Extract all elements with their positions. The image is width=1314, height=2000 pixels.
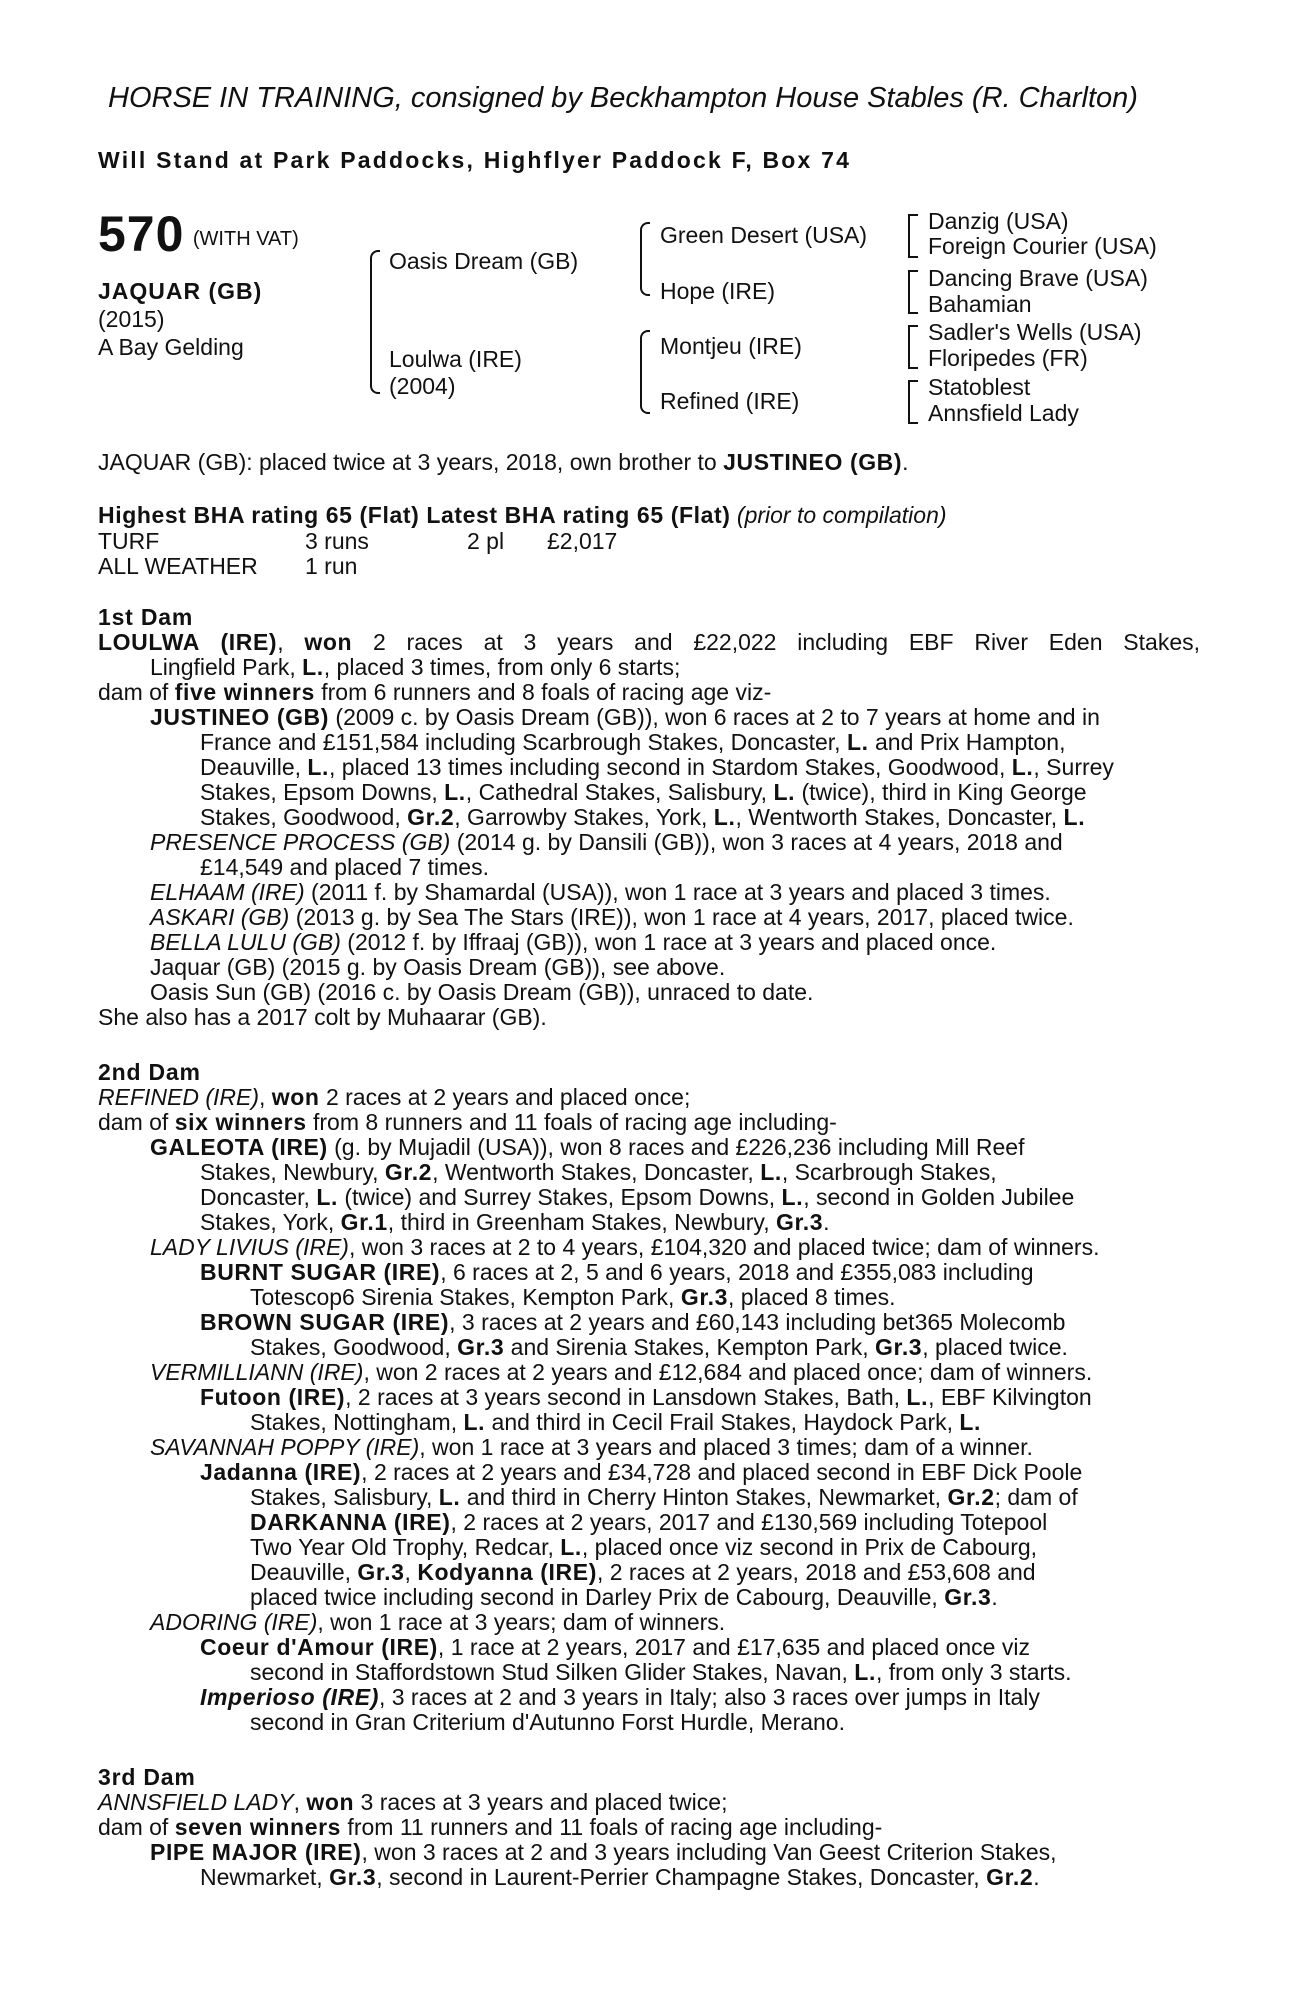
pedigree-sire-dam: Hope (IRE)	[660, 278, 776, 304]
turf-runs: 3 runs	[305, 528, 369, 554]
progeny-entry: Imperioso (IRE), 3 races at 2 and 3 years in Italy; also 3 races over jumps in Italy	[200, 1684, 1040, 1710]
pedigree-brace	[908, 270, 918, 314]
progeny-entry: Stakes, Goodwood, Gr.2, Garrowby Stakes, York, L., Wentworth Stakes, Doncaster, L.	[200, 804, 1086, 830]
pedigree-dam-year: (2004)	[389, 373, 456, 399]
progeny-entry: placed twice including second in Darley Prix de Cabourg, Deauville, Gr.3.	[250, 1584, 998, 1610]
pedigree-brace	[908, 325, 918, 369]
progeny-entry: PRESENCE PROCESS (GB) (2014 g. by Dansili (GB)), won 3 races at 4 years, 2018 and	[150, 829, 1063, 855]
page-title: HORSE IN TRAINING, consigned by Beckhampton House Stables (R. Charlton)	[108, 82, 1138, 114]
horse-description: A Bay Gelding	[98, 334, 244, 360]
pedigree-sire-sire: Green Desert (USA)	[660, 222, 868, 248]
progeny-entry: BROWN SUGAR (IRE), 3 races at 2 years and £60,143 including bet365 Molecomb	[200, 1309, 1066, 1335]
lot-number-block	[98, 205, 299, 263]
lot-number: 570	[98, 206, 185, 262]
progeny-entry: SAVANNAH POPPY (IRE), won 1 race at 3 years and placed 3 times; dam of a winner.	[150, 1434, 1033, 1460]
progeny-entry: second in Gran Criterium d'Autunno Forst Hurdle, Merano.	[250, 1709, 845, 1735]
stand-location: Will Stand at Park Paddocks, Highflyer Paddock F, Box 74	[98, 147, 852, 173]
dam-line: REFINED (IRE), won 2 races at 2 years and placed once;	[98, 1084, 691, 1110]
pedigree-gg-7: Statoblest	[928, 374, 1031, 400]
pedigree-gg-2: Foreign Courier (USA)	[928, 233, 1157, 259]
progeny-entry: France and £151,584 including Scarbrough Stakes, Doncaster, L. and Prix Hampton,	[200, 729, 1066, 755]
progeny-entry: Jadanna (IRE), 2 races at 2 years and £34,728 and placed second in EBF Dick Poole	[200, 1459, 1083, 1485]
bha-rating: Highest BHA rating 65 (Flat) Latest BHA rating 65 (Flat) (prior to compilation)	[98, 502, 947, 528]
progeny-entry: Oasis Sun (GB) (2016 c. by Oasis Dream (GB)), unraced to date.	[150, 979, 814, 1005]
progeny-entry: Jaquar (GB) (2015 g. by Oasis Dream (GB)), see above.	[150, 954, 726, 980]
aw-label: ALL WEATHER	[98, 553, 258, 579]
progeny-entry: Deauville, L., placed 13 times including second in Stardom Stakes, Goodwood, L., Surrey	[200, 754, 1114, 780]
dam-line: Lingfield Park, L., placed 3 times, from only 6 starts;	[150, 654, 681, 680]
progeny-entry: GALEOTA (IRE) (g. by Mujadil (USA)), won 8 races and £226,236 including Mill Reef	[150, 1134, 1025, 1160]
progeny-entry: Stakes, York, Gr.1, third in Greenham Stakes, Newbury, Gr.3.	[200, 1209, 830, 1235]
pedigree-gg-6: Floripedes (FR)	[928, 345, 1088, 371]
dam-line: LOULWA (IRE), won 2 races at 3 years and £22,022 including EBF River Eden Stakes,	[98, 629, 1201, 655]
progeny-entry: BURNT SUGAR (IRE), 6 races at 2, 5 and 6 years, 2018 and £355,083 including	[200, 1259, 1034, 1285]
progeny-entry: Coeur d'Amour (IRE), 1 race at 2 years, 2017 and £17,635 and placed once viz	[200, 1634, 1030, 1660]
pedigree-brace	[640, 222, 650, 296]
dam-line: ANNSFIELD LADY, won 3 races at 3 years and placed twice;	[98, 1789, 728, 1815]
progeny-entry: £14,549 and placed 7 times.	[200, 854, 489, 880]
aw-runs: 1 run	[305, 553, 358, 579]
dam-line: dam of six winners from 8 runners and 11 foals of racing age including-	[98, 1109, 837, 1135]
vat-note: (WITH VAT)	[192, 228, 299, 250]
progeny-entry: Stakes, Newbury, Gr.2, Wentworth Stakes, Doncaster, L., Scarbrough Stakes,	[200, 1159, 997, 1185]
progeny-entry: ASKARI (GB) (2013 g. by Sea The Stars (IRE)), won 1 race at 4 years, 2017, placed twice.	[150, 904, 1074, 930]
progeny-entry: Totescop6 Sirenia Stakes, Kempton Park, Gr.3, placed 8 times.	[250, 1284, 896, 1310]
section-heading: 2nd Dam	[98, 1059, 201, 1085]
pedigree-dam-dam: Refined (IRE)	[660, 388, 800, 414]
pedigree-brace	[640, 330, 650, 414]
horse-year: (2015)	[98, 306, 165, 332]
dam-line: dam of seven winners from 11 runners and 11 foals of racing age including-	[98, 1814, 883, 1840]
progeny-note: She also has a 2017 colt by Muhaarar (GB).	[98, 1004, 547, 1030]
pedigree-sire: Oasis Dream (GB)	[389, 248, 579, 274]
pedigree-gg-3: Dancing Brave (USA)	[928, 265, 1148, 291]
pedigree-brace	[908, 214, 918, 258]
progeny-entry: Two Year Old Trophy, Redcar, L., placed once viz second in Prix de Cabourg,	[250, 1534, 1038, 1560]
horse-name: JAQUAR (GB)	[98, 278, 263, 304]
progeny-entry: DARKANNA (IRE), 2 races at 2 years, 2017 and £130,569 including Totepool	[250, 1509, 1048, 1535]
progeny-entry: Deauville, Gr.3, Kodyanna (IRE), 2 races at 2 years, 2018 and £53,608 and	[250, 1559, 1036, 1585]
progeny-entry: JUSTINEO (GB) (2009 c. by Oasis Dream (GB)), won 6 races at 2 to 7 years at home and in	[150, 704, 1100, 730]
turf-earnings: £2,017	[547, 528, 618, 554]
turf-label: TURF	[98, 528, 160, 554]
progeny-entry: ADORING (IRE), won 1 race at 3 years; dam of winners.	[150, 1609, 726, 1635]
turf-placed: 2 pl	[467, 528, 505, 554]
progeny-entry: Stakes, Epsom Downs, L., Cathedral Stakes, Salisbury, L. (twice), third in King George	[200, 779, 1087, 805]
section-heading: 3rd Dam	[98, 1764, 196, 1790]
pedigree-brace	[370, 250, 380, 394]
progeny-entry: Stakes, Nottingham, L. and third in Cecil Frail Stakes, Haydock Park, L.	[250, 1409, 982, 1435]
progeny-entry: Doncaster, L. (twice) and Surrey Stakes, Epsom Downs, L., second in Golden Jubilee	[200, 1184, 1075, 1210]
progeny-entry: VERMILLIANN (IRE), won 2 races at 2 years and £12,684 and placed once; dam of winners.	[150, 1359, 1093, 1385]
pedigree-brace	[908, 380, 918, 424]
pedigree-gg-4: Bahamian	[928, 291, 1032, 317]
section-heading: 1st Dam	[98, 604, 194, 630]
progeny-entry: PIPE MAJOR (IRE), won 3 races at 2 and 3 years including Van Geest Criterion Stakes,	[150, 1839, 1057, 1865]
horse-summary: JAQUAR (GB): placed twice at 3 years, 2018, own brother to JUSTINEO (GB).	[98, 449, 909, 475]
progeny-entry: Stakes, Goodwood, Gr.3 and Sirenia Stakes, Kempton Park, Gr.3, placed twice.	[250, 1334, 1068, 1360]
dam-line: dam of five winners from 6 runners and 8 foals of racing age viz-	[98, 679, 772, 705]
progeny-entry: Futoon (IRE), 2 races at 3 years second in Lansdown Stakes, Bath, L., EBF Kilvington	[200, 1384, 1092, 1410]
progeny-entry: second in Staffordstown Stud Silken Glider Stakes, Navan, L., from only 3 starts.	[250, 1659, 1072, 1685]
pedigree-gg-8: Annsfield Lady	[928, 400, 1079, 426]
progeny-entry: ELHAAM (IRE) (2011 f. by Shamardal (USA)), won 1 race at 3 years and placed 3 times.	[150, 879, 1051, 905]
pedigree-gg-5: Sadler's Wells (USA)	[928, 319, 1142, 345]
progeny-entry: Newmarket, Gr.3, second in Laurent-Perrier Champagne Stakes, Doncaster, Gr.2.	[200, 1864, 1040, 1890]
progeny-entry: BELLA LULU (GB) (2012 f. by Iffraaj (GB)), won 1 race at 3 years and placed once.	[150, 929, 997, 955]
pedigree-dam: Loulwa (IRE)	[389, 346, 522, 372]
progeny-entry: LADY LIVIUS (IRE), won 3 races at 2 to 4 years, £104,320 and placed twice; dam of winners.	[150, 1234, 1100, 1260]
pedigree-gg-1: Danzig (USA)	[928, 208, 1069, 234]
progeny-entry: Stakes, Salisbury, L. and third in Cherry Hinton Stakes, Newmarket, Gr.2; dam of	[250, 1484, 1078, 1510]
pedigree-dam-sire: Montjeu (IRE)	[660, 333, 802, 359]
